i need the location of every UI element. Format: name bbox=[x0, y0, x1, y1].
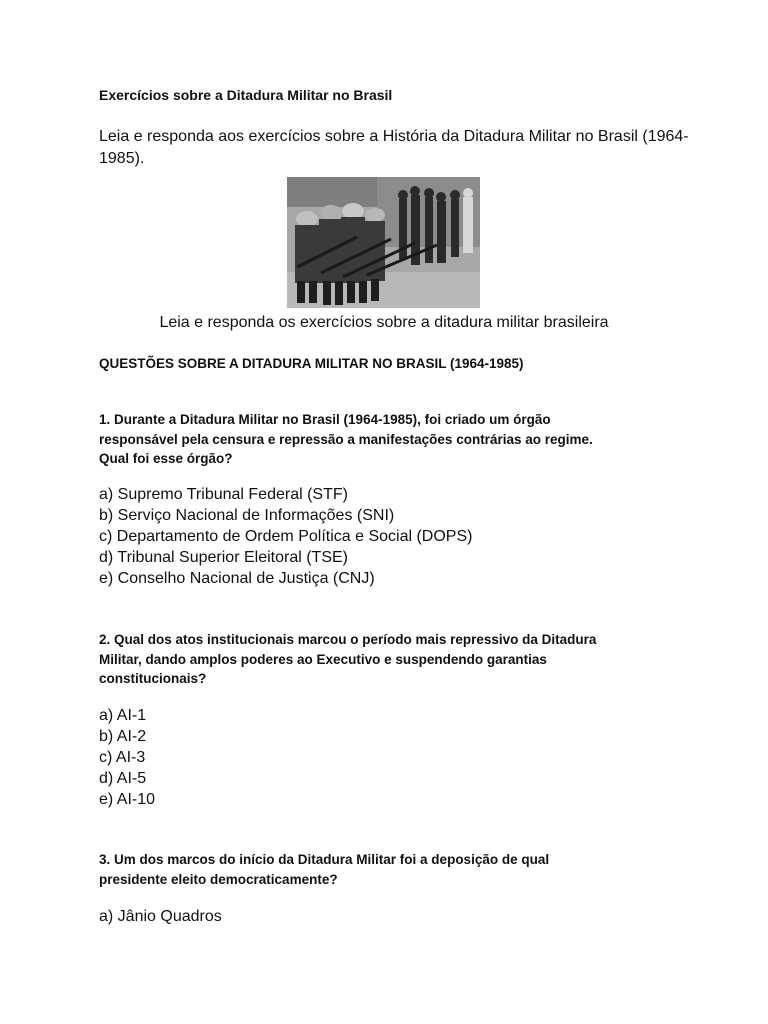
document-title: Exercícios sobre a Ditadura Militar no Brasil bbox=[99, 87, 393, 103]
question-text-line: responsável pela censura e repressão a manifestações contrárias ao regime. bbox=[99, 431, 593, 447]
question-2 bbox=[99, 630, 699, 689]
question-2-options bbox=[99, 705, 699, 810]
question-3-options bbox=[99, 906, 699, 927]
answer-option: a) AI-1 bbox=[99, 707, 147, 724]
answer-option: c) Departamento de Ordem Política e Social (DOPS) bbox=[99, 528, 473, 545]
question-text-line: 1. Durante a Ditadura Militar no Brasil (1964-1985), foi criado um órgão bbox=[99, 412, 551, 427]
question-text-line: Militar, dando amplos poderes ao Executivo e suspendendo garantias bbox=[99, 651, 547, 667]
answer-option: b) AI-2 bbox=[99, 728, 147, 745]
soldiers-photo-illustration bbox=[287, 177, 480, 308]
question-1 bbox=[99, 410, 699, 469]
answer-option: e) Conselho Nacional de Justiça (CNJ) bbox=[99, 570, 375, 587]
answer-option: a) Supremo Tribunal Federal (STF) bbox=[99, 486, 348, 503]
image-caption: Leia e responda os exercícios sobre a ditadura militar brasileira bbox=[159, 314, 609, 331]
answer-option: b) Serviço Nacional de Informações (SNI) bbox=[99, 507, 395, 524]
question-text-line: constitucionais? bbox=[99, 671, 207, 686]
answer-option: d) Tribunal Superior Eleitoral (TSE) bbox=[99, 549, 348, 566]
soldiers-photo bbox=[287, 177, 480, 308]
question-text-line: 2. Qual dos atos institucionais marcou o período mais repressivo da Ditadura bbox=[99, 632, 597, 647]
question-text-line: presidente eleito democraticamente? bbox=[99, 871, 338, 887]
answer-option: a) Jânio Quadros bbox=[99, 908, 222, 925]
section-heading: QUESTÕES SOBRE A DITADURA MILITAR NO BRASIL (1964-1985) bbox=[99, 356, 524, 371]
question-text-line: 3. Um dos marcos do início da Ditadura Militar foi a deposição de qual bbox=[99, 852, 550, 867]
answer-option: d) AI-5 bbox=[99, 770, 147, 787]
intro-paragraph: Leia e responda aos exercícios sobre a História da Ditadura Militar no Brasil (1964-1985). bbox=[99, 128, 689, 167]
question-text-line: Qual foi esse órgão? bbox=[99, 451, 233, 466]
answer-option: c) AI-3 bbox=[99, 749, 146, 766]
answer-option: e) AI-10 bbox=[99, 791, 156, 808]
question-3 bbox=[99, 850, 699, 889]
question-1-options bbox=[99, 484, 699, 589]
